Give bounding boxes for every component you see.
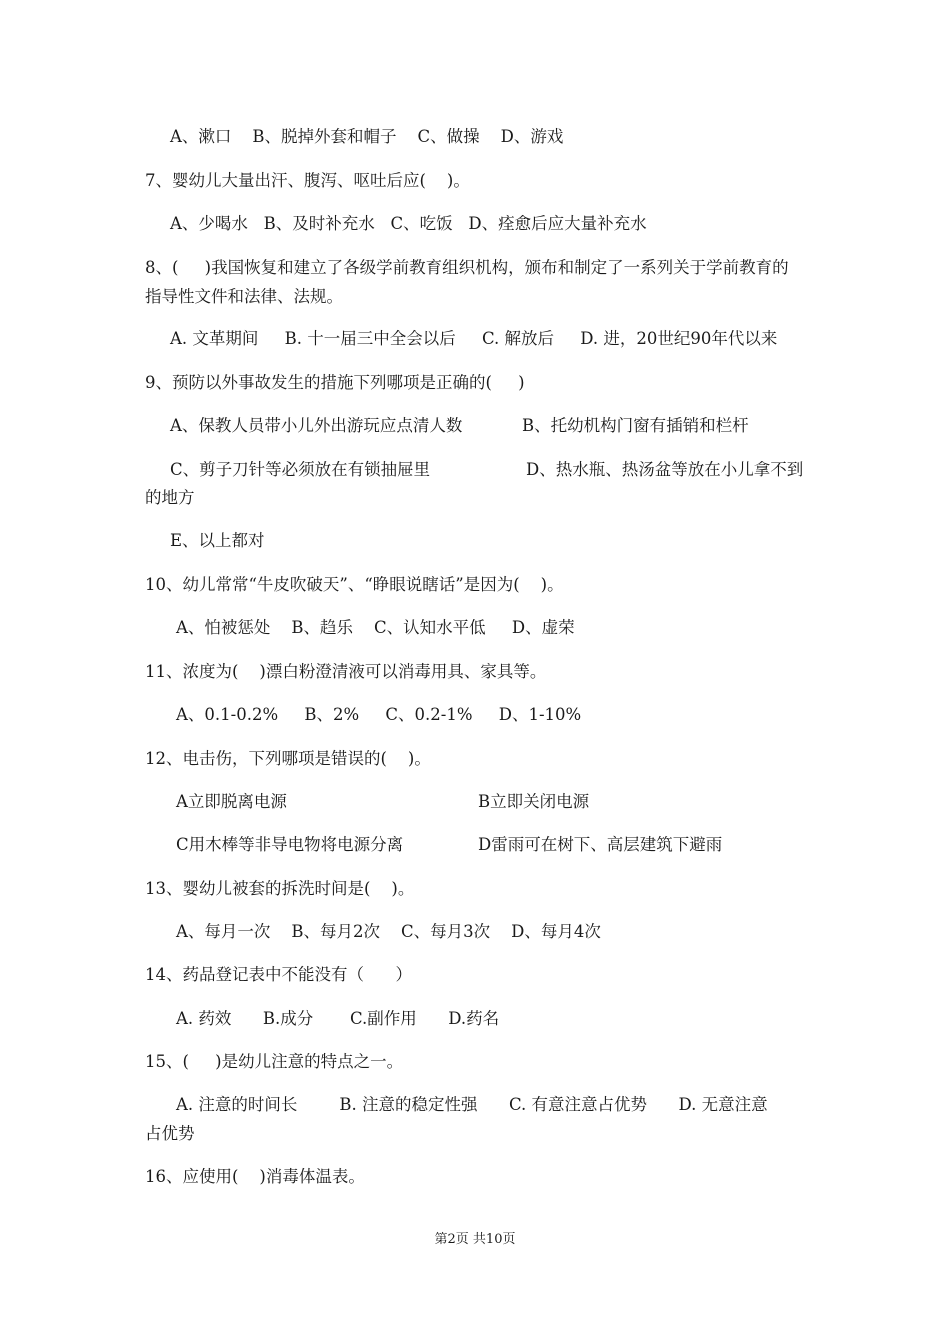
q15-options-cont: 占优势 xyxy=(145,1124,195,1143)
q12-option-c: C用木棒等非导电物将电源分离 xyxy=(176,835,404,854)
q12-option-b: B立即关闭电源 xyxy=(478,792,590,811)
q10-stem: 10、幼儿常常“牛皮吹破天”、“睁眼说瞎话”是因为( )。 xyxy=(145,575,564,594)
q9-option-d-cont: 的地方 xyxy=(145,488,195,507)
q14-options: A. 药效 B.成分 C.副作用 D.药名 xyxy=(176,1009,500,1028)
q12-option-d: D雷雨可在树下、高层建筑下避雨 xyxy=(478,835,723,854)
q12-stem: 12、电击伤，下列哪项是错误的( )。 xyxy=(145,749,431,768)
q7-options: A、少喝水 B、及时补充水 C、吃饭 D、痊愈后应大量补充水 xyxy=(170,214,647,233)
q8-stem-cont: 指导性文件和法律、法规。 xyxy=(145,287,343,306)
q15-options: A. 注意的时间长 B. 注意的稳定性强 C. 有意注意占优势 D. 无意注意 xyxy=(176,1095,768,1114)
q7-stem: 7、婴幼儿大量出汗、腹泻、呕吐后应( )。 xyxy=(145,171,470,190)
q13-options: A、每月一次 B、每月2次 C、每月3次 D、每月4次 xyxy=(176,922,601,941)
q9-option-c: C、剪子刀针等必须放在有锁抽屉里 xyxy=(170,460,431,479)
page-number-footer: 第2页 共10页 xyxy=(434,1232,516,1247)
q8-stem: 8、( )我国恢复和建立了各级学前教育组织机构，颁布和制定了一系列关于学前教育的 xyxy=(145,258,789,277)
q15-stem: 15、( )是幼儿注意的特点之一。 xyxy=(145,1052,404,1071)
q12-option-a: A立即脱离电源 xyxy=(176,792,287,811)
q16-stem: 16、应使用( )消毒体温表。 xyxy=(145,1167,365,1186)
q9-stem: 9、预防以外事故发生的措施下列哪项是正确的( ) xyxy=(145,373,525,392)
q9-option-d: D、热水瓶、热汤盆等放在小儿拿不到 xyxy=(526,460,804,479)
q9-option-a: A、保教人员带小儿外出游玩应点清人数 xyxy=(170,416,463,435)
q14-stem: 14、药品登记表中不能没有（ ） xyxy=(145,965,412,984)
q8-options: A. 文革期间 B. 十一届三中全会以后 C. 解放后 D. 进，20世纪90年代以来 xyxy=(170,329,778,348)
q11-stem: 11、浓度为( )漂白粉澄清液可以消毒用具、家具等。 xyxy=(145,662,547,681)
q9-option-e: E、以上都对 xyxy=(170,531,265,550)
q13-stem: 13、婴幼儿被套的拆洗时间是( )。 xyxy=(145,879,415,898)
q9-option-b: B、托幼机构门窗有插销和栏杆 xyxy=(522,416,749,435)
q11-options: A、0.1-0.2% B、2% C、0.2-1% D、1-10% xyxy=(176,705,582,724)
q6-options: A、漱口 B、脱掉外套和帽子 C、做操 D、游戏 xyxy=(170,127,564,146)
q10-options: A、怕被惩处 B、趋乐 C、认知水平低 D、虚荣 xyxy=(176,618,575,637)
